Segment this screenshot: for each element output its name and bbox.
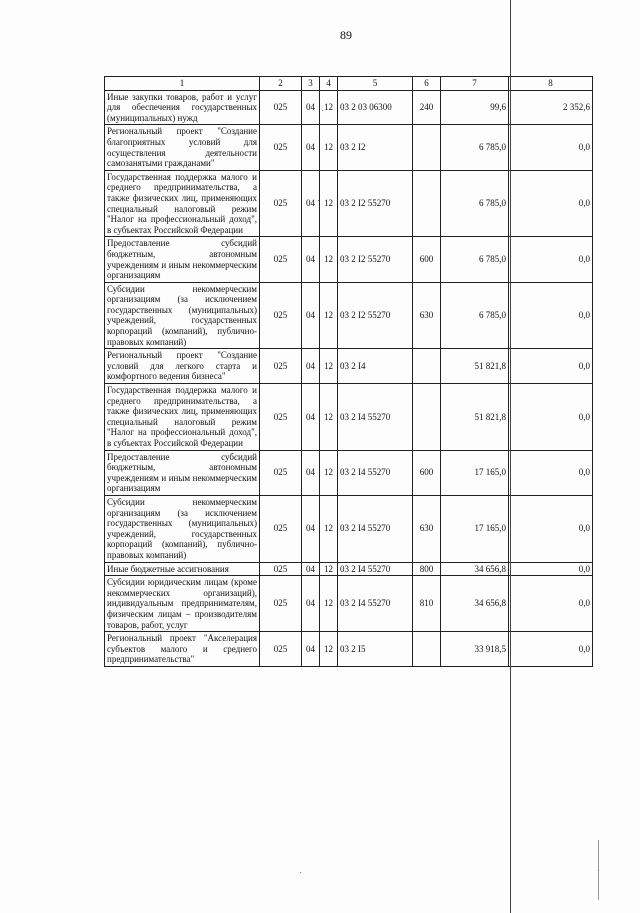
subsection-code-cell: 12	[320, 237, 338, 282]
column-header: 8	[509, 77, 593, 91]
expense-type-cell	[413, 384, 441, 451]
column-header: 3	[302, 77, 320, 91]
section-code-cell: 04	[302, 450, 320, 495]
section-code-cell: 04	[302, 282, 320, 349]
table-row	[105, 384, 593, 451]
subsection-code-cell: 12	[320, 632, 338, 667]
admin-code-cell: 025	[260, 90, 302, 125]
amount-year2-cell: 0,0	[509, 562, 593, 576]
section-code-cell: 04	[302, 384, 320, 451]
admin-code-cell: 025	[260, 170, 302, 237]
row-name-cell: Региональный проект "Создание благоприятных условий для осуществления деятельности самозанятыми гражданами"	[105, 125, 260, 170]
section-code-cell: 04	[302, 562, 320, 576]
expense-type-cell: 630	[413, 282, 441, 349]
amount-year1-cell: 34 656,8	[441, 576, 509, 632]
subsection-code-cell: 12	[320, 125, 338, 170]
expense-type-cell: 800	[413, 562, 441, 576]
row-name-cell: Региональный проект "Создание условий для легкого старта и комфортного ведения бизнеса"	[105, 349, 260, 384]
expense-type-cell	[413, 125, 441, 170]
target-article-cell: 03 2 I5	[338, 632, 413, 667]
expense-type-cell: 600	[413, 237, 441, 282]
row-name-cell: Субсидии некоммерческим организациям (за исключением государственных (муниципальных) учреждений, государственных корпораций (компаний), публично-правовых компаний)	[105, 495, 260, 562]
table-row	[105, 495, 593, 562]
table-row	[105, 349, 593, 384]
column-header: 6	[413, 77, 441, 91]
amount-year1-cell: 34 656,8	[441, 562, 509, 576]
scan-speck	[598, 870, 599, 871]
amount-year1-cell: 33 918,5	[441, 632, 509, 667]
admin-code-cell: 025	[260, 125, 302, 170]
page-number: 89	[340, 28, 352, 42]
section-code-cell: 04	[302, 237, 320, 282]
admin-code-cell: 025	[260, 576, 302, 632]
expense-type-cell	[413, 170, 441, 237]
expense-type-cell: 630	[413, 495, 441, 562]
row-name-cell: Иные закупки товаров, работ и услуг для обеспечения государственных (муниципальных) нужд	[105, 90, 260, 125]
expense-type-cell: 240	[413, 90, 441, 125]
expense-type-cell	[413, 632, 441, 667]
amount-year2-cell: 0,0	[509, 495, 593, 562]
section-code-cell: 04	[302, 90, 320, 125]
table-row	[105, 450, 593, 495]
amount-year2-cell: 0,0	[509, 384, 593, 451]
target-article-cell: 03 2 I2 55270	[338, 170, 413, 237]
row-name-cell: Государственная поддержка малого и среднего предпринимательства, а также физических лиц, применяющих специальный налоговый режим "Налог на профессиональный доход", в субъектах Российской Федерации	[105, 170, 260, 237]
column-header: 7	[441, 77, 509, 91]
amount-year2-cell: 2 352,6	[509, 90, 593, 125]
expense-type-cell: 810	[413, 576, 441, 632]
target-article-cell: 03 2 I4 55270	[338, 495, 413, 562]
amount-year1-cell: 6 785,0	[441, 282, 509, 349]
amount-year1-cell: 6 785,0	[441, 237, 509, 282]
amount-year1-cell: 6 785,0	[441, 170, 509, 237]
amount-year1-cell: 51 821,8	[441, 384, 509, 451]
admin-code-cell: 025	[260, 282, 302, 349]
amount-year1-cell: 51 821,8	[441, 349, 509, 384]
amount-year2-cell: 0,0	[509, 576, 593, 632]
column-header: 4	[320, 77, 338, 91]
table-row	[105, 125, 593, 170]
amount-year1-cell: 17 165,0	[441, 495, 509, 562]
amount-year2-cell: 0,0	[509, 282, 593, 349]
admin-code-cell: 025	[260, 237, 302, 282]
amount-year2-cell: 0,0	[509, 349, 593, 384]
row-name-cell: Субсидии некоммерческим организациям (за исключением государственных (муниципальных) учреждений, государственных корпораций (компаний), публично-правовых компаний)	[105, 282, 260, 349]
target-article-cell: 03 2 I2 55270	[338, 237, 413, 282]
target-article-cell: 03 2 I4 55270	[338, 562, 413, 576]
amount-year1-cell: 17 165,0	[441, 450, 509, 495]
table-row	[105, 90, 593, 125]
subsection-code-cell: 12	[320, 90, 338, 125]
target-article-cell: 03 2 I4 55270	[338, 384, 413, 451]
budget-table	[104, 76, 593, 667]
section-code-cell: 04	[302, 632, 320, 667]
subsection-code-cell: 12	[320, 282, 338, 349]
amount-year2-cell: 0,0	[509, 632, 593, 667]
column-header: 1	[105, 77, 260, 91]
column-header: 2	[260, 77, 302, 91]
subsection-code-cell: 12	[320, 495, 338, 562]
table-row	[105, 576, 593, 632]
target-article-cell: 03 2 I4	[338, 349, 413, 384]
row-name-cell: Государственная поддержка малого и среднего предпринимательства, а также физических лиц, применяющих специальный налоговый режим "Налог на профессиональный доход", в субъектах Российской Федерации	[105, 384, 260, 451]
table-row	[105, 282, 593, 349]
admin-code-cell: 025	[260, 495, 302, 562]
expense-type-cell	[413, 349, 441, 384]
table-body	[105, 90, 593, 666]
admin-code-cell: 025	[260, 632, 302, 667]
admin-code-cell: 025	[260, 450, 302, 495]
expense-type-cell: 600	[413, 450, 441, 495]
table-row	[105, 632, 593, 667]
target-article-cell: 03 2 03 06300	[338, 90, 413, 125]
amount-year2-cell: 0,0	[509, 237, 593, 282]
amount-year1-cell: 6 785,0	[441, 125, 509, 170]
scan-fold-line	[510, 0, 511, 913]
subsection-code-cell: 12	[320, 170, 338, 237]
target-article-cell: 03 2 I2 55270	[338, 282, 413, 349]
row-name-cell: Предоставление субсидий бюджетным, автономным учреждениям и иным некоммерческим организациям	[105, 450, 260, 495]
admin-code-cell: 025	[260, 562, 302, 576]
section-code-cell: 04	[302, 170, 320, 237]
subsection-code-cell: 12	[320, 450, 338, 495]
row-name-cell: Иные бюджетные ассигнования	[105, 562, 260, 576]
amount-year1-cell: 99,6	[441, 90, 509, 125]
admin-code-cell: 025	[260, 384, 302, 451]
table-header-row	[105, 77, 593, 91]
amount-year2-cell: 0,0	[509, 125, 593, 170]
section-code-cell: 04	[302, 349, 320, 384]
scan-speck	[318, 200, 319, 201]
row-name-cell: Субсидии юридическим лицам (кроме некоммерческих организаций), индивидуальным предпринимателям, физическим лицам – производителям товаров, работ, услуг	[105, 576, 260, 632]
subsection-code-cell: 12	[320, 384, 338, 451]
target-article-cell: 03 2 I4 55270	[338, 576, 413, 632]
row-name-cell: Предоставление субсидий бюджетным, автономным учреждениям и иным некоммерческим организациям	[105, 237, 260, 282]
subsection-code-cell: 12	[320, 576, 338, 632]
subsection-code-cell: 12	[320, 349, 338, 384]
section-code-cell: 04	[302, 495, 320, 562]
admin-code-cell: 025	[260, 349, 302, 384]
row-name-cell: Региональный проект "Акселерация субъектов малого и среднего предпринимательства"	[105, 632, 260, 667]
table-row	[105, 170, 593, 237]
target-article-cell: 03 2 I2	[338, 125, 413, 170]
scan-speck	[300, 872, 301, 873]
table-row	[105, 237, 593, 282]
column-header: 5	[338, 77, 413, 91]
amount-year2-cell: 0,0	[509, 450, 593, 495]
target-article-cell: 03 2 I4 55270	[338, 450, 413, 495]
table-row	[105, 562, 593, 576]
subsection-code-cell: 12	[320, 562, 338, 576]
section-code-cell: 04	[302, 125, 320, 170]
section-code-cell: 04	[302, 576, 320, 632]
scan-speck	[322, 110, 323, 111]
amount-year2-cell: 0,0	[509, 170, 593, 237]
